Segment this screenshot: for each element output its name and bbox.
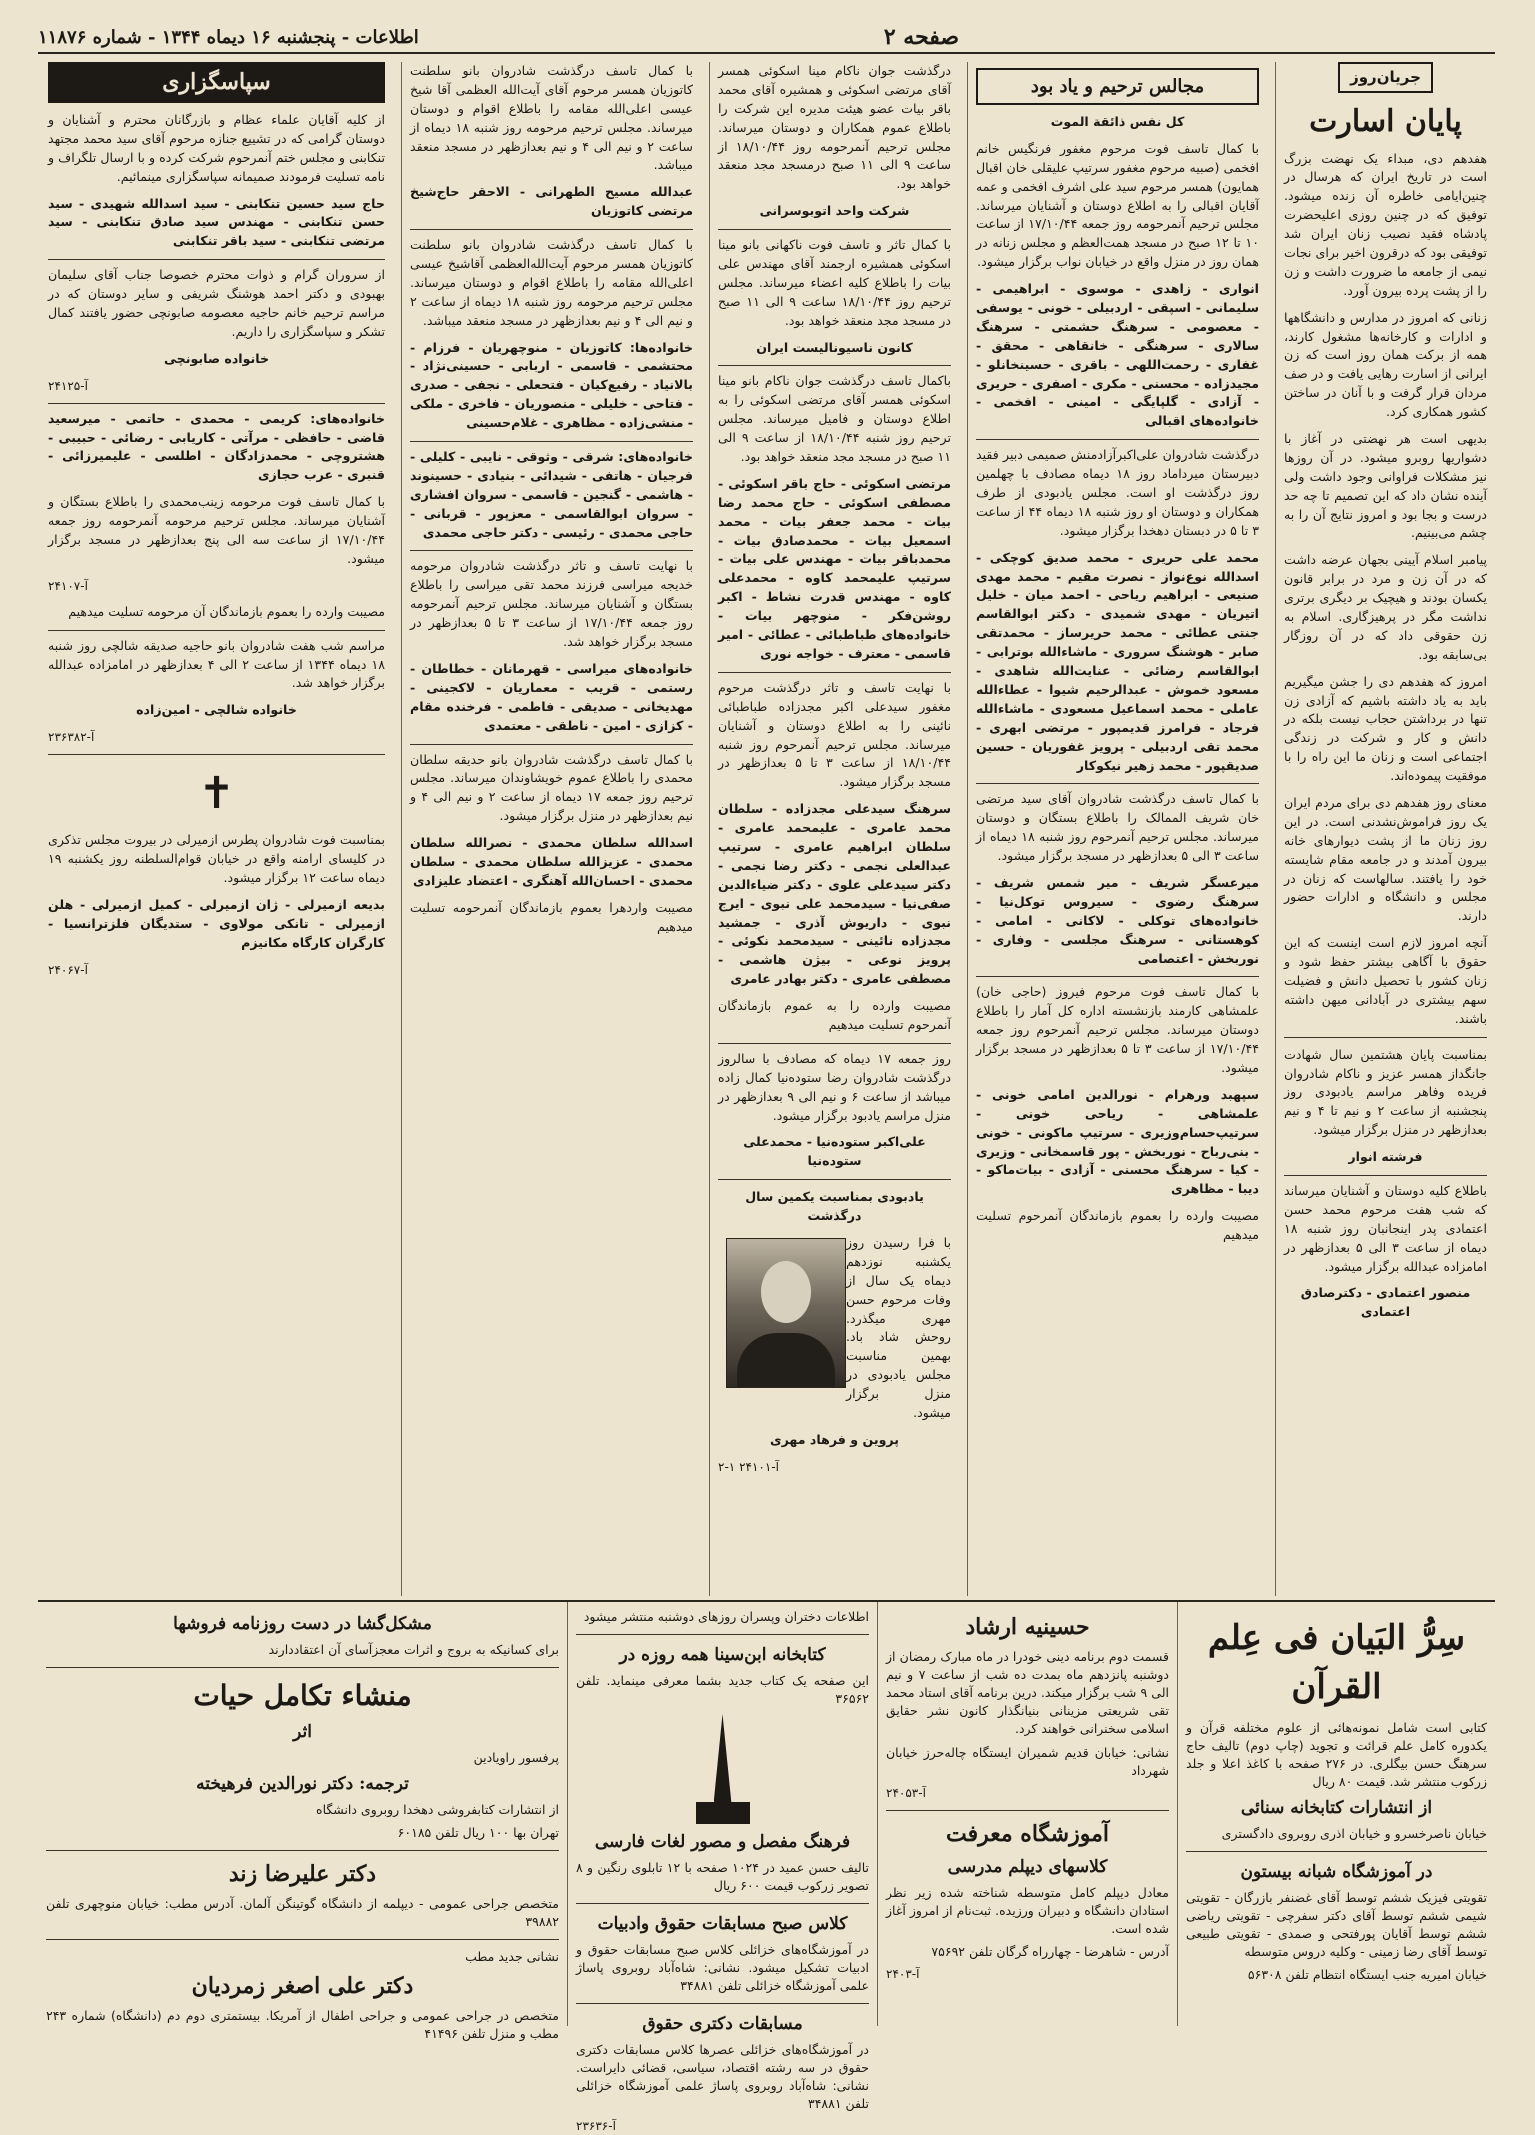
ad-husseinieh (877, 1602, 1177, 2026)
condolence-header: مجالس ترحیم و یاد بود (976, 68, 1259, 105)
editorial-paragraph: هفدهم دی، مبداء یک نهضت بزرگ است در تاریخ ایران که هرسال در چنین‌ایامی خاطره آن زنده میشود. توفیق که در چنین روزی اعلیحضرت پادشاه فقید نصیب زنان ایران شد توفیقی بود که درقرون اخیر برای نجات نیمی از جامعه ما ضرورت داشت و زن را از پشت پرده بیرون آورد. (1284, 150, 1487, 298)
ad-doctor-name: دکتر علیرضا زند (228, 1861, 377, 1888)
editorial-paragraph: پیامبر اسلام آیینی بجهان عرضه داشت که در آن زن و مرد در برابر قانون یکسان بودند و هیچیک بر دیگری برتری نداشت مگر در پرهیزگاری. اسلام به زن حقوقی داد که در آن روزگار بی‌سابقه بود. (1284, 552, 1487, 662)
obituary-signatures: انواری - زاهدی - موسوی - ابراهیمی - سلیمانی - اسپقی - اردبیلی - خونی - یوسفی - معصومی - سرهنگ حشمتی - سرهنگ سالاری - سرهنگی - خانقاهی - محقق - غفاری - رحمت‌اللهی - باقری - حسینخانلو - مجیدزاده - محسنی - مکری - اصفری - حریری - آزادی - گلپایگی - امینی - افخمی - خانواده‌های اقبالی (976, 281, 1259, 429)
editorial-paragraph: امروز که هفدهم دی را جشن میگیریم باید به یاد داشته باشیم که آزادی زن تنها در برداشتن حجاب نیست بلکه در دانش و کار و شرکت در زندگی اجتماعی است و زنان ما این راه را با موفقیت پیموده‌اند. (1284, 673, 1487, 784)
ad-translator: ترجمه: دکتر نورالدین فرهیخته (196, 1774, 409, 1795)
obituary-signatures: علی‌اکبر ستوده‌نیا - محمدعلی ستوده‌نیا (743, 1134, 926, 1169)
memorial-notice: بمناسبت پایان هشتمین سال شهادت جانگداز همسر عزیز و ناکام شادروان فریده وفاهر مراسم یادبودی روز پنجشنبه از ساعت ۲ و نیم تا ۴ و نیم بعدازظهر در منزل برگزار میشود. (1284, 1046, 1487, 1138)
thanks-signatures: حاج سید حسین تنکابنی - سید اسدالله شهیدی - سید حسن تنکابنی - مهندس سید صادق تنکابنی - سید مرتضی تنکابنی - سید باقر تنکابنی (48, 195, 385, 249)
obituary-signatures: بدیعه ازمیرلی - ژان ازمیرلی - کمیل ازمیرلی - هلن ازمیرلی - تانکی مولاوی - ستدیگان فلزترانسیا - کارگران کارگاه مکانیزم (48, 896, 385, 950)
obituary-text: با کمال تاسف فوت مرحوم فیروز (حاجی خان) علمشاهی کارمند بازنشسته اداره کل آمار را باطلاع دوستان میرساند. مجلس ترحیم آنمرحوم روز جمعه ۱۷/۱۰/۴۴ از ساعت ۳ تا ۵ بعدازظهر در مسجد برگزار میشود. (976, 984, 1259, 1075)
memorial-notice: باطلاع کلیه دوستان و آشنایان میرساند که شب هفت مرحوم محمد حسن اعتمادی پدر اینجانبان روز شنبه ۱۸ دیماه از ساعت ۳ الی ۵ بعدازظهر در امامزاده عبدالله برگزار میشود. (1284, 1183, 1487, 1274)
ad-author: پرفسور راویادین (473, 1750, 559, 1765)
ad-code: آ-۲۳۶۳۶ (576, 2119, 616, 2134)
obituary-signatures: مرتضی اسکوئی - حاج باقر اسکوئی - مصطفی اسکوئی - حاج محمد رضا بیات - محمد جعفر بیات - محمد اسمعیل بیات - محمدصادق بیات - محمدباقر بیات - مهندس علی بیات - سرتیپ علیمحمد کاوه - محمدعلی کاوه - مهندس قدرت نشاط - اکبر روشن‌فکر - منوچهر بیات - خانواده‌های طباطبائی - عطائی - امیر قاسمی - معترف - خواجه نوری (718, 475, 951, 661)
advertisements-band (38, 1600, 1495, 2134)
ad-price: تهران بها ۱۰۰ ریال تلفن ۶۰۱۸۵ (397, 1824, 559, 1840)
memorial-title: یادبودی بمناسبت یکمین سال درگذشت (745, 1189, 924, 1224)
obituary-text: با نهایت تاسف و تاثر درگذشت شادروان مرحومه خدیجه میراسی فرزند محمد تقی میراسی را باطلاع بستگان و آشنایان میرساند. مجلس ترحیم آنمرحومه روز جمعه ۱۷/۱۰/۴۴ از ساعت ۳ تا ۵ بعدازظهر در مسجد برگزار خواهد شد. (410, 558, 693, 650)
ad-code: آ-۲۴۱۰۱ ۱-۲ (718, 1459, 779, 1474)
ad-text: متخصص جراحی عمومی - دیپلمه از دانشگاه گوتینگن آلمان. آدرس مطب: خیابان منوچهری تلفن ۳۹۸۸۲ (46, 1895, 559, 1930)
obituary-closing: مصیبت وارده را بعموم بازماندگان آن مرحومه تسلیت میدهیم (68, 603, 385, 619)
ad-code: آ-۲۴۱۲۵ (48, 378, 88, 393)
obituary-signatures: خانواده شالچی - امین‌زاده (136, 702, 297, 718)
editorial-paragraph: آنچه امروز لازم است اینست که این حقوق با آگاهی بیشتر حفظ شود و زنان کشور با تحصیل دانش و فضیلت سهم بیشتری در آبادانی میهن داشته باشند. (1284, 935, 1487, 1026)
thanks-signatures: خانواده صابونچی (163, 350, 270, 366)
editorial-column (1275, 62, 1495, 1596)
ad-text: در آموزشگاه‌های خزائلی عصرها کلاس مسابقات دکتری حقوق در سه رشته اقتصاد، سیاسی، قضائی دایراست. نشانی: شاه‌آباد روبروی پاساژ علمی آموزشگاه خزائلی تلفن ۳۴۸۸۱ (576, 2041, 869, 2111)
obituary-text: مراسم شب هفت شادروان بانو حاجیه صدیقه شالچی روز شنبه ۱۸ دیماه ۱۳۴۴ از ساعت ۲ الی ۴ بعدازظهر در امامزاده عبدالله برگزار خواهد شد. (48, 637, 385, 691)
thanks-text: از کلیه آقایان علماء عظام و بازرگانان محترم و آشنایان و دوستان گرامی که در تشییع جنازه مرحوم آقای سید محمد مجتهد تنکابنی و مجلس ختم آنمرحوم شرکت کرده و با ارسال تلگراف و نامه تسلیت فرمودند صمیمانه سپاسگزاری مینمائیم. (48, 112, 385, 184)
obituary-text: درگذشت شادروان علی‌اکبرآزادمنش صمیمی دبیر فقید دبیرستان میرداماد روز ۱۸ دیماه مصادف با چهلمین روز درگذشت او است. مجلس یادبودی از طرف همکاران و دوستان او روز شنبه ۱۸ دیماه ۴۴ از ساعت ۳ تا ۵ در دبستان دهخدا برگزار میشود. (976, 447, 1259, 538)
condolence-column (967, 62, 1267, 1596)
page-number: صفحه ۲ (883, 24, 960, 50)
cross-icon: ✝ (198, 768, 235, 820)
ad-address: آدرس - شاهرضا - چهارراه گرگان تلفن ۷۵۶۹۲ (931, 1944, 1169, 1960)
ad-code: آ-۲۴۰۳ (886, 1967, 920, 1982)
obituary-text: با کمال تاسف درگذشت شادروان آقای سید مرتضی خان شریف الممالک را باطلاع بستگان و دوستان میرساند. مجلس ترحیم آنمرحوم روز شنبه ۱۸ دیماه از ساعت ۳ الی ۵ بعدازظهر در مسجد برگزار میشود. (976, 791, 1260, 864)
ad-title: منشاء تکامل حیات (193, 1678, 412, 1712)
obituary-signatures: خانواده‌ها: کاتوزیان - منوچهریان - فرزام - محتشمی - قاسمی - اربابی - حسینی‌نژاد - بالانیاد - رفیع‌کیان - فتحعلی - نجفی - صدری - فتاحی - خلیلی - منصوریان - فاخری - ملکی - منشی‌زاده - مظاهری - غلام‌حسینی (410, 339, 693, 431)
memorial-signature: پروین و فرهاد مهری (770, 1431, 899, 1447)
ad-class-title: کلاس صبح مسابقات حقوق وادبیات (597, 1913, 848, 1934)
middle-column (709, 62, 959, 1596)
ad-headline: مشکل‌گشا در دست روزنامه فروشها (173, 1614, 432, 1634)
memorial-text: با فرا رسیدن روز یکشنبه نوزدهم دیماه یک سال از وفات مرحوم حسن مهری میگذرد. روحش شاد باد. بهمین مناسبت مجلس یادبودی در منزل برگزار میشود. (846, 1234, 951, 1420)
ad-library (567, 1602, 877, 2134)
ad-book-title: فرهنگ مفصل و مصور لغات فارسی (594, 1832, 851, 1853)
issue-info: اطلاعات - پنجشنبه ۱۶ دیماه ۱۳۴۴ - شماره ۱۱۸۷۶ (38, 26, 419, 48)
ad-code: آ-۲۴۰۵۳ (886, 1785, 926, 1800)
obituary-text: باکمال تاسف درگذشت جوان ناکام بانو مینا اسکوئی همسر آقای مرتضی اسکوئی را به اطلاع دوستان و فامیل میرساند. مجلس ترحیم روز شنبه ۱۸/۱۰/۴۴ از ساعت ۹ الی ۱۱ صبح در مسجد مجد منعقد خواهد بود. (718, 373, 951, 465)
ad-calligraphy-title: سِرُّ البَیان فی عِلم القرآن (1207, 1618, 1466, 1708)
portrait-photo (726, 1238, 846, 1388)
ad-text: در آموزشگاه‌های خزائلی کلاس صبح مسابقات حقوق و ادبیات تشکیل میشود. نشانی: شاه‌آباد روبروی پاساژ علمی آموزشگاه خزائلی تلفن ۳۴۸۸۱ (576, 1941, 869, 1993)
obituary-text: با کمال تاثر و تاسف فوت ناکهانی بانو مینا اسکوئی همشیره ارجمند آقای مهندس علی بیات را باطلاع کلیه اعضاء میرساند. مجلس ترحیم روز ۱۸/۱۰/۴۴ ساعت ۹ الی ۱۱ صبح در مسجد مجد منعقد خواهد بود. (718, 237, 951, 328)
obituary-closing: مصیبت واردهرا بعموم بازماندگان آنمرحومه تسلیت میدهیم (410, 899, 693, 934)
obituary-signatures: میرعسگر شریف - میر شمس شریف - سرهنگ رضوی - سیروس توکل‌نیا - خانواده‌های توکلی - لاکانی - امامی - کوهستانی - سرهنگ مجلسی - وفاری - نوربخش - اعتصامی (976, 874, 1259, 966)
ad-text: تقویتی فیزیک ششم توسط آقای غضنفر بازرگان - تقویتی شیمی ششم توسط آقای دکتر سفرچی - تقویتی ریاضی ششم توسط آقایان پورفتحی و صمدی - تقویتی طبیعی توسط آقای رضا زمینی - وکلیه دروس متوسطه (1186, 1889, 1487, 1959)
ad-code: آ-۲۴۱۰۷ (48, 578, 88, 593)
obituary-signatures: سپهبد ورهرام - نورالدین امامی خونی - علمشاهی - ریاحی خونی - سرتیپ‌حسام‌وزیری - سرتیپ ماکونی - خونی - بنی‌رباح - نوربخش - پور قاسمخانی - وزیری - کیا - سرهنگ محسنی - آزادی - بیات‌ماکو - دیبا - مظاهری (976, 1086, 1259, 1197)
obituary-signatures: عبدالله مسیح الطهرانی - الاحقر حاج‌شیخ مرتضی کاتوزیان (410, 184, 693, 219)
ad-publisher: از انتشارات کتابخانه سنائی (1240, 1798, 1433, 1819)
obituary-text: با کمال تاسف فوت مرحوم مغفور فرنگیس خانم افخمی (صبیه مرحوم مغفور سرتیپ علیقلی خان اقبال همایون) همسر مرحوم سید علی اشرف افخمی و عمه آقایان اقبالی را به اطلاع دوستان و آشنایان میرساند. مجلس ترحیم آنمرحومه روز جمعه ۱۷/۱۰/۴۴ از ساعت ۱۰ تا ۱۲ صبح در مسجد همت‌العظم و مجلس زنانه در همان روز در منزل واقع در خیابان نواب برگزار میشود. (976, 140, 1259, 270)
obituary-text: با کمال تاسف درگذشت شادروان بانو حدیقه سلطان محمدی را باطلاع عموم خویشاوندان میرساند. مجلس ترحیم روز جمعه ۱۷ دیماه از ساعت ۲ و نیم الی ۴ و نیم بعدازظهر در منزل برگزار میشود. (410, 751, 693, 824)
tower-icon (688, 1714, 758, 1824)
ad-author-label: اثر (293, 1722, 312, 1743)
ad-publisher: از انتشارات کتابفروشی دهخدا روبروی دانشگاه (316, 1801, 559, 1817)
obituary-signatures: محمد علی حریری - محمد صدیق کوچکی - اسدالله نوع‌نواز - نصرت مقیم - محمد مهدی صنیعی - ابراهیم ریاحی - احمد میان - خلیل اتیریان - مهدی شمیدی - دکتر ابوالقاسم جنتی عطائی - محمد حریرساز - محمدتقی صابر - هوشنگ سروری - ماشاءالله بوترابی - ابوالقاسم رضائی - عنایت‌الله شاهدی - مسعود خموش - عبدالرحیم شیوا - عطاءالله عاملی - محمد اسماعیل مسعودی - ماشاءالله فرجاد - فرامرز قدیمپور - مرتضی ابهری - محمد تقی اردبیلی - پرویز غفوریان - حسین صدیقپور - محمد زهیر نیکوکار (976, 549, 1259, 773)
ad-label: نشانی جدید مطب (465, 1949, 559, 1965)
ad-subtitle: کلاسهای دیپلم مدرسی (947, 1857, 1108, 1878)
ad-address: نشانی: خیابان قدیم شمیران ایستگاه چاله‌حرز خیابان شهرداد (886, 1744, 1169, 1778)
quran-quote: کل نفس ذائقة الموت (1050, 114, 1185, 129)
ad-text: کتابی است شامل نمونه‌هائی از علوم مختلفه قرآن و یکدوره کامل علم قرائت و تجوید (چاپ دوم) تالیف حاج سرهنگ حسن بیگلری. در ۲۷۶ صفحه با کاغذ اعلا و جلد زرکوب منتشر شد. قیمت ۸۰ ریال (1186, 1719, 1487, 1789)
editorial-paragraph: معنای روز هفدهم دی برای مردم ایران یک روز فراموش‌نشدنی است. در این روز زنان ما از پشت دیوارهای خانه بیرون آمدند و در جامعه مقام شایسته خود را یافتند. سالهاست که زنان در مجلس و دانشگاه و ادارات حضور دارند. (1284, 795, 1487, 924)
ad-book-doctors (38, 1602, 567, 2042)
notice-signature: فرشته انوار (1348, 1149, 1423, 1165)
ad-address: خیابان امیریه جنب ایستگاه انتظام تلفن ۵۶۳۰۸ (1247, 1967, 1487, 1982)
ad-text: قسمت دوم برنامه دینی خودرا در ماه مبارک رمضان از دوشنبه پانزدهم ماه بمدت ده شب از ساعت ۷ و نیم الی ۹ شب برگزار میکند. درین برنامه آقای استاد محمد تقی شریعتی مزینانی بنیانگذار کانون نشر حقایق اسلامی سخنرانی خواهند کرد. (886, 1648, 1169, 1737)
obituary-signatures: سرهنگ سیدعلی مجدزاده - سلطان محمد عامری - علیمحمد عامری - سلطان ابراهیم عامری - سرتیپ عبدالعلی نجمی - دکتر رضا نجمی - دکتر سیدعلی علوی - دکتر ضیاءالدین صفی‌نیا - سیدمحمد علی نبوی - ایرج نبوی - داریوش آذری - جمشید مجدزاده نائینی - سیدمحمد نکوئی - پرویز نوعی - بیژن هاشمی - مصطفی عامری - دکتر بهادر عامری (718, 801, 951, 987)
obituary-text: درگذشت جوان ناکام مینا اسکوئی همسر آقای مرتضی اسکوئی و همشیره آقای محمد باقر بیات عضو هیئت مدیره این شرکت را باطلاع عموم همکاران و دوستان میرساند. مجلس ترحیم آنمرحومه روز ۱۸/۱۰/۴۴ از ساعت ۹ الی ۱۱ صبح درمسجد مجد منعقد خواهد بود. (718, 63, 951, 192)
obituary-signatures: خانواده‌های میراسی - قهرمانان - خطاطان - رستمی - قریب - معماریان - لاکجینی - مهدیخانی - صدیقی - فاطمی - فرخنده مقام - کزازی - امین - ناطقی - معتمدی (410, 660, 693, 733)
thanks-column (40, 62, 393, 1596)
obituary-text: با کمال تاسف درگذشت شادروان بانو سلطنت کاتوزیان همسر مرحوم آقای آیت‌الله العظمی آقا شیخ عیسی اعلی‌الله مقامه را باطلاع اقوام و دوستان میرساند. مجلس ترحیم مرحومه روز شنبه ۱۸ دیماه از ساعت ۲ و نیم الی ۴ و نیم بعدازظهر در مسجد منعقد میباشد. (410, 63, 693, 173)
ad-title: آموزشگاه معرفت (945, 1821, 1109, 1848)
ad-subheadline: برای کسانیکه به بروج و اثرات معجزآسای آن اعتقاددارند (268, 1641, 559, 1657)
editorial-paragraph: زنانی که امروز در مدارس و دانشگاهها و ادارات و کارخانه‌ها مشغول کارند، همه از برکت همان روز است که زن ایرانی از اسارت رهایی یافت و در صف مردان قرار گرفت و با آنان در ساختن کشور همکاری کرد. (1284, 309, 1487, 420)
obituary-signatures: خانواده‌های: شرقی - وثوقی - نایبی - کلیلی - فرجیان - هاتفی - شیدائی - بنیادی - حسینوند - هاشمی - گنجین - قاسمی - سروان افشاری - سروان ابوالقاسمی - معزپور - قربانی - حاجی محمدی - رئیسی - دکتر حاجی محمدی (410, 449, 693, 540)
section-tag: جریان‌روز (1338, 62, 1433, 93)
obituary-closing: مصیبت وارده را بعموم بازماندگان آنمرحوم تسلیت میدهیم (976, 1208, 1259, 1243)
obituary-text: با کمال تاسف فوت مرحومه زینب‌محمدی را باطلاع بستگان و آشنایان میرساند. مجلس ترحیم مرحومه آنمرحومه روز جمعه ۱۷/۱۰/۴۴ از ساعت سه الی پنج بعدازظهر در مسجد برگزار میشود. (48, 494, 385, 566)
obituary-signatures: شرکت واحد اتوبوسرانی (759, 203, 910, 219)
obituary-signatures: خانواده‌های: کریمی - محمدی - حاتمی - میرسعید قاضی - حافظی - مرآتی - کاریابی - رضائی - حبیبی - هشتروچی - محمدزادگان - اطلسی - علیمیرزائی - قنبری - عرب حجازی (48, 410, 385, 483)
obituary-text: روز جمعه ۱۷ دیماه که مصادف با سالروز درگذشت شادروان رضا ستوده‌نیا کمال زاده میباشد از ساعت ۶ و نیم الی ۹ بعدازظهر در منزل مراسم یادبود برگزار میشود. (718, 1050, 951, 1123)
masthead (38, 22, 1495, 54)
ad-school-title: در آموزشگاه شبانه بیستون (1240, 1861, 1433, 1882)
ad-text: متخصص در جراحی عمومی و جراحی اطفال از آمریکا. بیستمتری دوم دم (دانشگاه) شماره ۲۴۳ مطب و منزل تلفن ۴۱۴۹۶ (46, 2008, 559, 2042)
notice-signature: منصور اعتمادی - دکترصادق اعتمادی (1300, 1285, 1471, 1320)
obituary-text: با نهایت تاسف و تاثر درگذشت مرحوم مغفور سیدعلی اکبر مجدزاده طباطبائی نائینی را به اطلاع دوستان و آشنایان میرساند. مجلس ترحیم آنمرحوم روز شنبه ۱۸/۱۰/۴۴ از ساعت ۳ تا ۵ بعدازظهر در مسجد برگزار میشود. (718, 679, 951, 790)
thanks-text: از سروران گرام و ذوات محترم خصوصا جناب آقای سلیمان بهبودی و دکتر احمد هوشنگ شریفی و سایر دوستان که در مراسم ترحیم خانم حاجیه معصومه صابونچی حضور یافتند کمال تشکر و سپاسگزاری را داریم. (48, 267, 385, 339)
editorial-paragraph: بدیهی است هر نهضتی در آغاز با دشواریها روبرو میشود. در آن روزها نیز مشکلات فراوانی وجود داشت ولی آینده نشان داد که این تصمیم تا چه حد درست و بجا بود و امروز نتایج آن را به چشم می‌بینیم. (1284, 430, 1487, 541)
editorial-title: پایان اسارت (1309, 103, 1462, 139)
ad-code: آ-۲۳۶۳۸۲ (48, 730, 95, 745)
obituary-signatures: کانون ناسیونالیست ایران (756, 339, 913, 355)
ad-address: خیابان ناصرخسرو و خیابان اذری روبروی دادگستری (1221, 1825, 1487, 1841)
thanks-header: سپاسگزاری (48, 62, 385, 103)
ad-doctor-name: دکتر علی اصغر زمردیان (191, 1973, 414, 2000)
ad-code: آ-۲۴۰۶۷ (48, 962, 88, 977)
obituary-text: بمناسبت فوت شادروان پطرس ازمیرلی در بیروت مجلس تذکری در کلیسای ارامنه واقع در خیابان قوام‌السلطنه روز یکشنبه ۱۹ دیماه ساعت ۱۲ برگزار میشود. (48, 832, 385, 886)
ad-title: حسینیه ارشاد (965, 1614, 1090, 1640)
ad-quran-book (1177, 1602, 1495, 2026)
ad-title: کتابخانه ابن‌سینا همه روزه در (619, 1645, 826, 1666)
ad-notice: اطلاعات دختران وپسران روزهای دوشنبه منتشر میشود (583, 1609, 869, 1624)
obituary-column (401, 62, 701, 1596)
ad-text: معادل دیپلم کامل متوسطه شناخته شده زیر نظر استادان دانشگاه و دبیران ورزیده. ثبت‌نام از امروز آغاز شده است. (886, 1884, 1169, 1936)
ad-text: تالیف حسن عمید در ۱۰۲۴ صفحه با ۱۲ تابلوی رنگین و ۸ تصویر زرکوب قیمت ۶۰۰ ریال (576, 1859, 869, 1893)
obituary-text: با کمال تاسف درگذشت شادروان بانو سلطنت کاتوزیان همسر مرحوم آیت‌الله‌العظمی آقاشیخ عیسی اعلی‌الله مقامه را باطلاع اقوام و دوستان میرساند. مجلس ترحیم مرحومه روز شنبه ۱۸ دیماه از ساعت ۲ و نیم الی ۴ و نیم بعدازظهر در مسجد منعقد میباشد. (410, 237, 694, 328)
obituary-closing: مصیبت وارده را به عموم بازماندگان آنمرحوم تسلیت میدهیم (718, 998, 951, 1032)
obituary-signatures: اسدالله سلطان محمدی - نصرالله سلطان محمدی - عزیزالله سلطان محمدی - سلطان محمدی - احسان‌الله آهنگری - اعتضاد علیزادی (410, 835, 693, 888)
ad-exam-title: مسابقات دکتری حقوق (642, 2013, 803, 2034)
ad-subtitle: این صفحه یک کتاب جدید بشما معرفی مینماید. تلفن ۳۶۵۶۲ (576, 1672, 869, 1706)
